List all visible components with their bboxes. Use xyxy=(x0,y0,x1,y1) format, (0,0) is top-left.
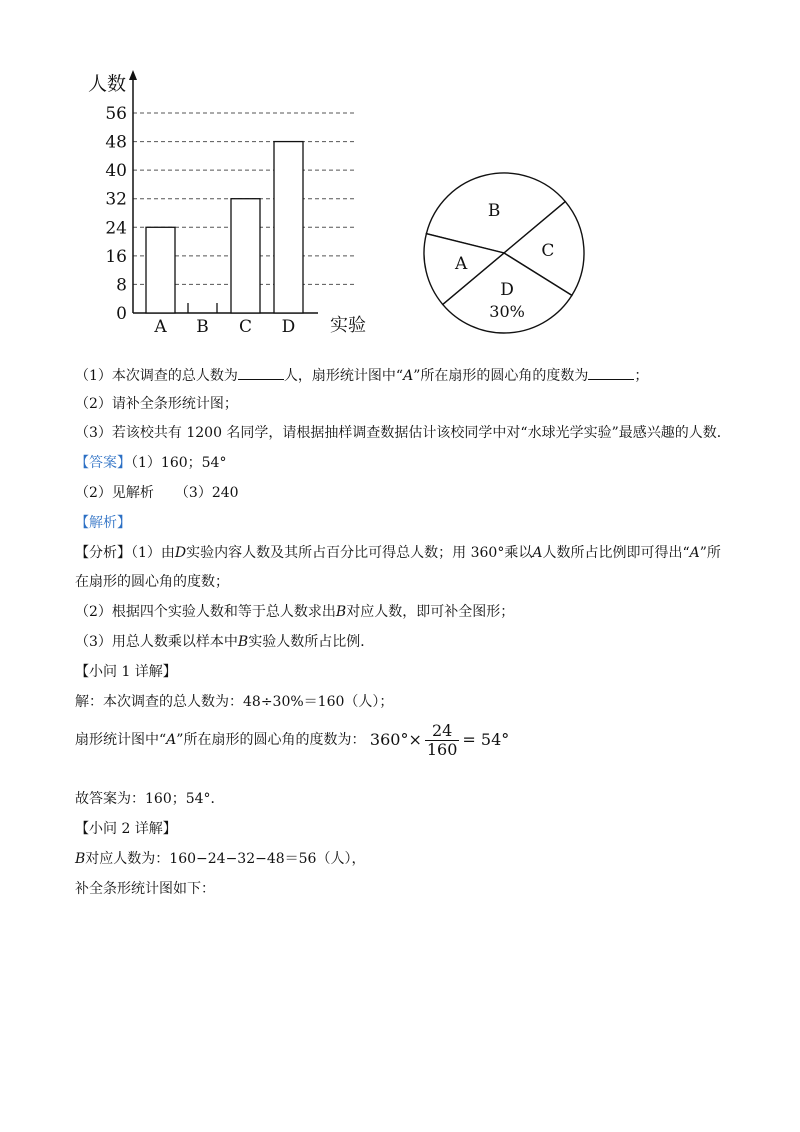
fenxi-var: A xyxy=(689,545,700,561)
pie-label-B: B xyxy=(487,201,501,222)
answer-line xyxy=(75,454,226,472)
bar-A xyxy=(146,227,175,313)
y-tick-label: 32 xyxy=(105,189,127,210)
y-tick-label: 0 xyxy=(116,304,127,324)
sub1-text: 扇形统计图中“ xyxy=(75,732,167,748)
q1-text-b: 人，扇形统计图中“ xyxy=(283,368,404,384)
fenxi-text: 人数所占比例即可得出“ xyxy=(542,545,690,561)
y-axis-arrow xyxy=(129,70,137,80)
fenxi-text: （1）由 xyxy=(131,545,175,561)
question-3: （3）若该校共有 1200 名同学，请根据抽样调查数据估计该校同学中对“水球光学实验”最感兴趣的人数． xyxy=(75,425,731,441)
analysis-tag: 【解析】 xyxy=(75,515,131,531)
sub1-var: A xyxy=(166,732,177,748)
sub2-title: 【小问 2 详解】 xyxy=(75,821,177,837)
q1-text-d: ”所在扇形的圆心角的度数为 xyxy=(413,368,589,384)
question-1 xyxy=(75,366,648,385)
bar-C xyxy=(231,199,260,313)
fenxi-line-4 xyxy=(75,633,374,651)
fraction xyxy=(425,722,460,759)
bar-ticks xyxy=(105,104,127,324)
sub1-text: ”所在扇形的圆心角的度数为： xyxy=(176,732,366,748)
sub1-title: 【小问 1 详解】 xyxy=(75,664,177,680)
sub1-line-1: 解：本次调查的总人数为：48÷30%＝160（人）； xyxy=(75,694,394,710)
fenxi-var: A xyxy=(532,545,543,561)
pie-chart xyxy=(424,173,584,333)
fenxi-line-1 xyxy=(75,544,721,562)
pie-label-C: C xyxy=(541,240,555,261)
sub2-line-1 xyxy=(75,850,365,868)
sub2-text: 对应人数为：160−24−32−48＝56（人）， xyxy=(85,851,366,867)
fraction-numerator: 24 xyxy=(425,722,460,741)
expr-pre: 360°× xyxy=(369,730,422,749)
bar-B-empty xyxy=(188,303,217,313)
charts xyxy=(0,0,800,345)
y-tick-label: 24 xyxy=(105,218,127,239)
x-category-label: D xyxy=(281,317,296,337)
expr-post: = 54° xyxy=(462,730,510,749)
x-category-label: C xyxy=(238,317,253,337)
fenxi-var: B xyxy=(335,604,347,620)
q1-blank-2 xyxy=(588,366,634,380)
fenxi-text: （3）用总人数乘以样本中 xyxy=(75,634,238,650)
bar-categories xyxy=(153,317,295,337)
y-tick-label: 40 xyxy=(105,161,127,182)
fenxi-var: D xyxy=(174,545,187,561)
q1-blank-1 xyxy=(238,366,284,380)
y-tick-label: 56 xyxy=(105,104,127,124)
sub1-line-3: 故答案为：160；54°． xyxy=(75,791,225,807)
x-category-label: A xyxy=(154,317,167,337)
q1-text-c: A xyxy=(403,368,414,384)
y-tick-label: 48 xyxy=(105,132,127,153)
fraction-denominator: 160 xyxy=(426,739,458,759)
fenxi-text: ”所 xyxy=(699,545,721,561)
answer-tag: 【答案】 xyxy=(75,455,131,471)
q1-text-a: （1）本次调查的总人数为 xyxy=(75,368,238,384)
bar-ylabel: 人数 xyxy=(88,73,127,95)
fenxi-tag: 【分析】 xyxy=(75,545,131,561)
bar-D xyxy=(274,142,303,313)
answer-line-2: （2）见解析 （3）240 xyxy=(75,485,239,501)
fenxi-var: B xyxy=(237,634,249,650)
bar-xlabel: 实验 xyxy=(330,315,366,336)
sub1-line-2 xyxy=(75,720,509,760)
y-tick-label: 8 xyxy=(116,275,127,296)
fenxi-text: 实验内容人数及其所占百分比可得总人数；用 360°乘以 xyxy=(186,545,533,561)
sub2-var: B xyxy=(75,851,86,867)
pie-percent-D: 30% xyxy=(489,301,525,321)
q1-text-e: ； xyxy=(634,368,649,384)
bar-chart xyxy=(88,70,366,337)
answer-text: （1）160；54° xyxy=(131,455,227,471)
pie-label-A: A xyxy=(454,253,468,274)
sub2-line-2: 补全条形统计图如下： xyxy=(75,881,215,897)
y-tick-label: 16 xyxy=(105,246,127,267)
fenxi-text: 实验人数所占比例． xyxy=(248,634,375,650)
fenxi-text: （2）根据四个实验人数和等于总人数求出 xyxy=(75,604,336,620)
question-2: （2）请补全条形统计图； xyxy=(75,396,238,412)
pie-label-D: D xyxy=(500,279,514,300)
fenxi-text: 对应人数，即可补全图形； xyxy=(346,604,515,620)
fenxi-line-3 xyxy=(75,603,514,621)
fenxi-line-2: 在扇形的圆心角的度数； xyxy=(75,574,229,590)
x-category-label: B xyxy=(196,317,209,337)
